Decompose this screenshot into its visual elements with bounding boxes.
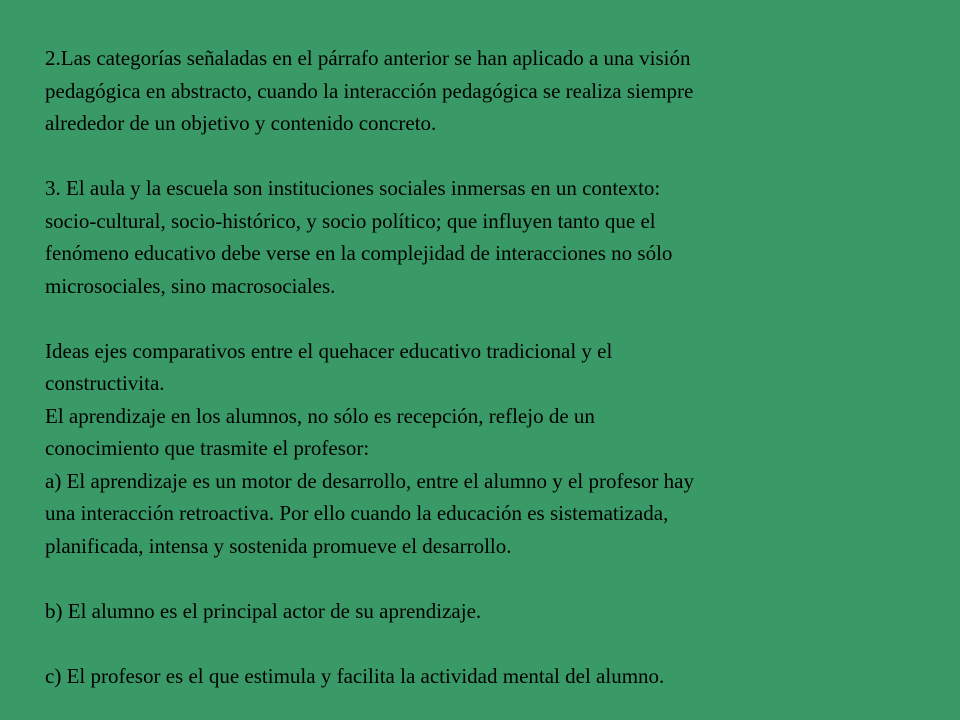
paragraph-categorias	[45, 42, 900, 140]
text-line: 2.Las categorías señaladas en el párrafo anterior se han aplicado a una visión	[45, 46, 691, 70]
text-line: 3. El aula y la escuela son instituciones sociales inmersas en un contexto:	[45, 176, 661, 200]
text-line: una interacción retroactiva. Por ello cuando la educación es sistematizada,	[45, 501, 669, 525]
paragraph-gap	[45, 627, 900, 660]
text-line: b) El alumno es el principal actor de su aprendizaje.	[45, 598, 482, 623]
paragraph-aula-escuela	[45, 172, 900, 302]
paragraph-gap	[45, 302, 900, 335]
text-line: socio-cultural, socio-histórico, y socio político; que influyen tanto que el	[45, 208, 656, 233]
paragraph-gap	[45, 140, 900, 173]
paragraph-item-c	[45, 660, 900, 693]
text-line: Ideas ejes comparativos entre el quehacer educativo tradicional y el	[45, 338, 613, 363]
text-line: El aprendizaje en los alumnos, no sólo es recepción, reflejo de un	[45, 403, 595, 428]
text-line: alrededor de un objetivo y contenido concreto.	[45, 111, 437, 135]
text-line: c) El profesor es el que estimula y facilita la actividad mental del alumno.	[45, 663, 665, 688]
paragraph-gap	[45, 562, 900, 595]
text-line: fenómeno educativo debe verse en la complejidad de interacciones no sólo	[45, 241, 673, 265]
text-line: planificada, intensa y sostenida promueve el desarrollo.	[45, 533, 512, 558]
text-line: constructivita.	[45, 371, 165, 395]
text-line: microsociales, sino macrosociales.	[45, 273, 336, 298]
text-line: conocimiento que trasmite el profesor:	[45, 436, 370, 460]
paragraph-ideas-ejes	[45, 335, 900, 563]
paragraph-item-b	[45, 595, 900, 628]
text-line: a) El aprendizaje es un motor de desarrollo, entre el alumno y el profesor hay	[45, 468, 695, 493]
text-line: pedagógica en abstracto, cuando la interacción pedagógica se realiza siempre	[45, 78, 694, 103]
